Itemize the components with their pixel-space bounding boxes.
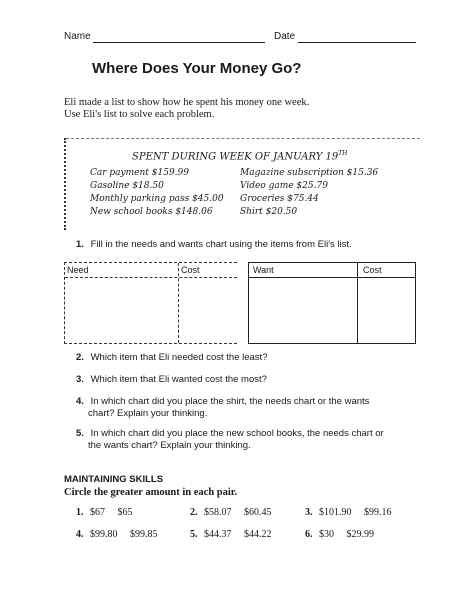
needs-chart[interactable] (64, 262, 237, 344)
need-cost-header: Cost (181, 265, 200, 275)
list-item: Groceries $75.44 (240, 194, 319, 204)
intro-line-1: Eli made a list to show how he spent his money one week. (64, 97, 310, 108)
question-number: 1. (76, 239, 84, 250)
pair-value-b[interactable]: $99.85 (130, 529, 158, 540)
question-5-cont: the wants chart? Explain your thinking. (88, 440, 251, 451)
question-1 (76, 239, 352, 251)
pair-value-a[interactable]: $99.80 (90, 529, 118, 540)
question-3 (76, 374, 267, 386)
question-number: 4. (76, 396, 84, 407)
name-label: Name (64, 31, 91, 42)
list-heading-sup: TH (338, 150, 348, 157)
pair-item (305, 507, 392, 518)
pair-number: 4. (76, 529, 84, 540)
question-5 (76, 428, 384, 440)
question-2 (76, 352, 267, 364)
question-number: 2. (76, 352, 84, 363)
pair-number: 1. (76, 507, 84, 518)
question-text: Which item that Eli needed cost the least? (90, 352, 268, 363)
list-item: Gasoline $18.50 (90, 181, 164, 191)
list-item: New school books $148.06 (90, 207, 213, 217)
list-item: Shirt $20.50 (240, 207, 298, 217)
want-header: Want (253, 265, 274, 275)
pair-number: 6. (305, 529, 313, 540)
date-line[interactable] (298, 42, 416, 43)
list-item: Magazine subscription $15.36 (240, 168, 379, 178)
want-header-rule (249, 277, 415, 278)
date-label: Date (274, 31, 296, 42)
need-header-rule (65, 277, 237, 278)
pair-item (76, 507, 133, 518)
question-text: Which item that Eli wanted cost the most? (90, 374, 267, 385)
list-heading-text: SPENT DURING WEEK OF JANUARY 19 (132, 151, 339, 163)
list-item: Car payment $159.99 (90, 168, 189, 178)
question-text: Fill in the needs and wants chart using the items from Eli's list. (90, 239, 352, 250)
pair-number: 5. (190, 529, 198, 540)
wants-chart[interactable] (248, 262, 416, 344)
notepad-top-edge (66, 138, 420, 139)
need-header: Need (67, 265, 89, 275)
question-number: 3. (76, 374, 84, 385)
pair-item (190, 507, 272, 518)
pair-value-a[interactable]: $44.37 (204, 529, 232, 540)
notepad-binding (64, 138, 72, 230)
pair-number: 2. (190, 507, 198, 518)
pair-value-a[interactable]: $30 (319, 529, 334, 540)
name-line[interactable] (93, 42, 265, 43)
pair-value-a[interactable]: $67 (90, 507, 105, 518)
question-number: 5. (76, 428, 84, 439)
list-heading (132, 150, 347, 162)
need-column-divider (178, 263, 179, 343)
pair-item (305, 529, 374, 540)
intro-line-2: Use Eli's list to solve each problem. (64, 109, 215, 120)
pair-value-a[interactable]: $101.90 (319, 507, 352, 518)
pair-value-b[interactable]: $99.16 (364, 507, 392, 518)
list-item: Monthly parking pass $45.00 (90, 194, 224, 204)
question-text: In which chart did you place the new school books, the needs chart or (90, 428, 384, 439)
pair-value-a[interactable]: $58.07 (204, 507, 232, 518)
want-column-divider (357, 263, 358, 343)
pair-value-b[interactable]: $65 (117, 507, 133, 518)
pair-item (190, 529, 272, 540)
question-text: In which chart did you place the shirt, the needs chart or the wants (90, 396, 370, 407)
pair-number: 3. (305, 507, 313, 518)
want-cost-header: Cost (363, 265, 382, 275)
pair-value-b[interactable]: $44.22 (244, 529, 272, 540)
list-item: Video game $25.79 (240, 181, 328, 191)
page-title: Where Does Your Money Go? (92, 60, 302, 77)
maintaining-instruction: Circle the greater amount in each pair. (64, 487, 238, 498)
spending-list-notepad (60, 138, 420, 230)
pair-value-b[interactable]: $29.99 (346, 529, 374, 540)
maintaining-heading: MAINTAINING SKILLS (64, 474, 164, 485)
pair-item (76, 529, 158, 540)
pair-value-b[interactable]: $60.45 (244, 507, 272, 518)
question-4-cont: chart? Explain your thinking. (88, 408, 208, 419)
question-4 (76, 396, 369, 408)
